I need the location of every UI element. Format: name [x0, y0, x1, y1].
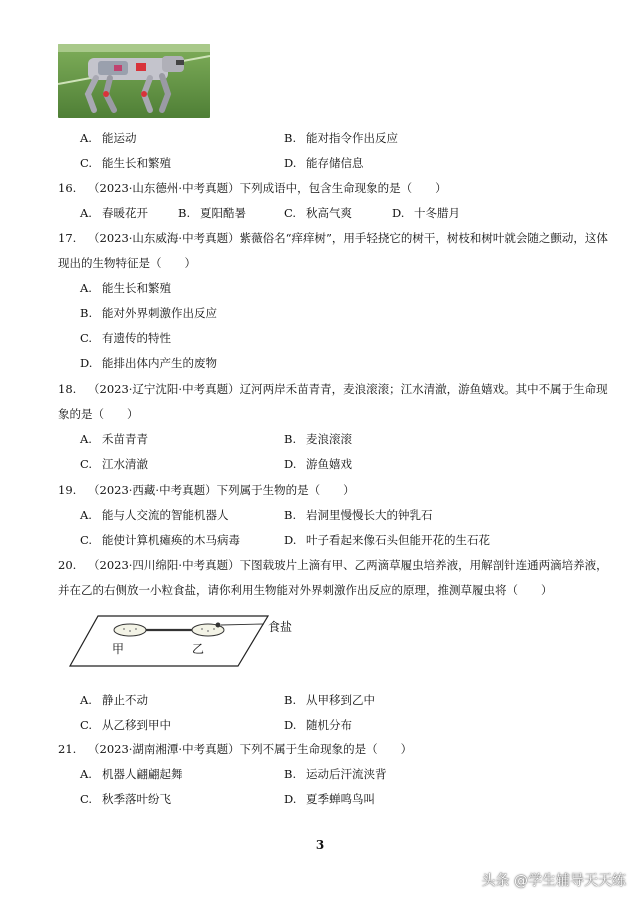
q15-option-d[interactable]: D. 能存储信息 — [284, 156, 364, 170]
drop-yi-label: 乙 — [192, 642, 205, 656]
q18-option-b[interactable]: B. 麦浪滚滚 — [284, 432, 352, 446]
question-number: 18. — [58, 382, 77, 396]
q16-stem: 16. （2023·山东德州·中考真题）下列成语中，包含生命现象的是（ ） — [58, 181, 447, 195]
q20-stem: 20. （2023·四川绵阳·中考真题）下图载玻片上滴有甲、乙两滴草履虫培养液，用解剖针连通两滴培养液， — [58, 558, 608, 572]
q21-stem: 21. （2023·湖南湘潭·中考真题）下列不属于生命现象的是（ ） — [58, 742, 413, 756]
q16-option-c[interactable]: C. 秋高气爽 — [284, 206, 352, 220]
question-number: 16. — [58, 181, 77, 195]
q16-option-a[interactable]: A. 春暖花开 — [80, 206, 148, 220]
salt-label: 食盐 — [268, 620, 293, 634]
q17-stem-continued: 现出的生物特征是（ ） — [58, 256, 196, 270]
q17-option-d[interactable]: D. 能排出体内产生的废物 — [80, 356, 217, 370]
q16-option-b[interactable]: B. 夏阳酷暑 — [178, 206, 246, 220]
q18-option-d[interactable]: D. 游鱼嬉戏 — [284, 457, 352, 471]
q21-option-b[interactable]: B. 运动后汗流浃背 — [284, 767, 387, 781]
drop-jia-label: 甲 — [112, 642, 125, 656]
q18-stem: 18. （2023·辽宁沈阳·中考真题）辽河两岸禾苗青青，麦浪滚滚；江水清澈，游鱼嬉戏。其中不属于生命现 — [58, 382, 608, 396]
q17-option-c[interactable]: C. 有遗传的特性 — [80, 331, 171, 345]
q15-option-b[interactable]: B. 能对指令作出反应 — [284, 131, 398, 145]
watermark: 头条 @学生辅导天天练 — [481, 873, 626, 889]
q20-option-c[interactable]: C. 从乙移到甲中 — [80, 718, 171, 732]
q19-option-b[interactable]: B. 岩洞里慢慢长大的钟乳石 — [284, 508, 433, 522]
question-number: 19. — [58, 483, 77, 497]
q17-option-b[interactable]: B. 能对外界刺激作出反应 — [80, 306, 217, 320]
q21-option-d[interactable]: D. 夏季蝉鸣鸟叫 — [284, 792, 375, 806]
page-number: 3 — [315, 838, 325, 852]
q18-option-c[interactable]: C. 江水清澈 — [80, 457, 148, 471]
q20-stem-continued: 并在乙的右侧放一小粒食盐，请你利用生物能对外界刺激作出反应的原理，推测草履虫将（ ） — [58, 583, 553, 597]
q15-option-a[interactable]: A. 能运动 — [80, 131, 137, 145]
q20-option-a[interactable]: A. 静止不动 — [80, 693, 148, 707]
question-number: 20. — [58, 558, 77, 572]
question-number: 21. — [58, 742, 77, 756]
q15-option-c[interactable]: C. 能生长和繁殖 — [80, 156, 171, 170]
q19-option-a[interactable]: A. 能与人交流的智能机器人 — [80, 508, 229, 522]
q19-option-d[interactable]: D. 叶子看起来像石头但能开花的生石花 — [284, 533, 490, 547]
q20-option-b[interactable]: B. 从甲移到乙中 — [284, 693, 375, 707]
q18-stem-continued: 象的是（ ） — [58, 407, 139, 421]
q17-option-a[interactable]: A. 能生长和繁殖 — [80, 281, 171, 295]
q20-option-d[interactable]: D. 随机分布 — [284, 718, 352, 732]
q19-stem: 19. （2023·西藏·中考真题）下列属于生物的是（ ） — [58, 483, 355, 497]
q19-option-c[interactable]: C. 能使计算机瘫痪的木马病毒 — [80, 533, 240, 547]
q16-option-d[interactable]: D. 十冬腊月 — [392, 206, 460, 220]
q18-option-a[interactable]: A. 禾苗青青 — [80, 432, 148, 446]
q17-stem: 17. （2023·山东威海·中考真题）紫薇俗名“痒痒树”，用手轻挠它的树干，树枝和树叶就会随之颤动，这体 — [58, 231, 608, 245]
q21-option-c[interactable]: C. 秋季落叶纷飞 — [80, 792, 171, 806]
q21-option-a[interactable]: A. 机器人翩翩起舞 — [80, 767, 183, 781]
robot-dog-image — [58, 44, 210, 118]
question-number: 17. — [58, 231, 77, 245]
